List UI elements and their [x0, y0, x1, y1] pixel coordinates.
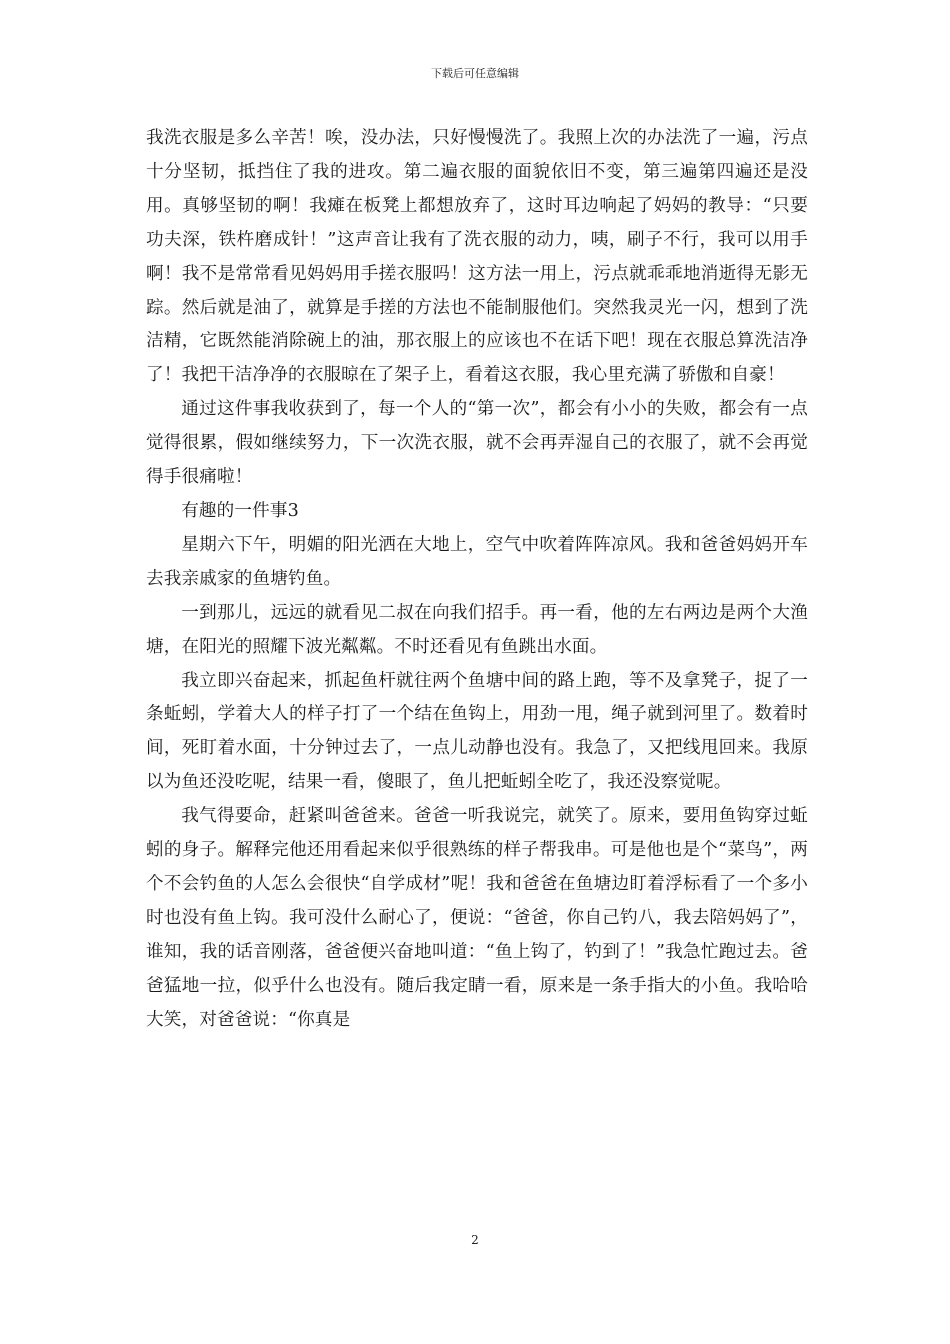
- section-title: 有趣的一件事3: [181, 500, 299, 521]
- document-body: [146, 122, 808, 1037]
- paragraph-intro: 星期六下午，明媚的阳光洒在大地上，空气中吹着阵阵凉风。我和爸爸妈妈开车去我亲戚家的鱼塘钓鱼。: [146, 534, 808, 589]
- paragraph-arrival: 一到那儿，远远的就看见二叔在向我们招手。再一看，他的左右两边是两个大渔塘，在阳光的照耀下波光粼粼。不时还看见有鱼跳出水面。: [146, 602, 808, 657]
- page-header: 下载后可任意编辑: [431, 67, 519, 80]
- paragraph-father-help: 我气得要命，赶紧叫爸爸来。爸爸一听我说完，就笑了。原来，要用鱼钩穿过蚯蚓的身子。解释完他还用看起来似乎很熟练的样子帮我串。可是他也是个“菜鸟”，两个不会钓鱼的人怎么会很快“自学成材”呢！我和爸爸在鱼塘边盯着浮标看了一个多小时也没有鱼上钩。我可没什么耐心了，便说：“爸爸，你自己钓八，我去陪妈妈了”，谁知，我的话音刚落，爸爸便兴奋地叫道：“鱼上钩了，钓到了！”我急忙跑过去。爸爸猛地一拉，似乎什么也没有。随后我定睛一看，原来是一条手指大的小鱼。我哈哈大笑，对爸爸说：“你真是: [146, 806, 808, 1030]
- page-number: 2: [471, 1233, 479, 1247]
- paragraph-first-try: 我立即兴奋起来，抓起鱼杆就往两个鱼塘中间的路上跑，等不及拿凳子，捉了一条蚯蚓，学着大人的样子打了一个结在鱼钩上，用劲一甩，绳子就到河里了。数着时间，死盯着水面，十分钟过去了，一点儿动静也没有。我急了，又把线甩回来。我原以为鱼还没吃呢，结果一看，傻眼了，鱼儿把蚯蚓全吃了，我还没察觉呢。: [146, 670, 808, 793]
- paragraph-conclusion: 通过这件事我收获到了，每一个人的“第一次”，都会有小小的失败，都会有一点觉得很累，假如继续努力，下一次洗衣服，就不会再弄湿自己的衣服了，就不会再觉得手很痛啦！: [146, 399, 808, 488]
- paragraph-continued: 我洗衣服是多么辛苦！唉，没办法，只好慢慢洗了。我照上次的办法洗了一遍，污点十分坚韧，抵挡住了我的进攻。第二遍衣服的面貌依旧不变，第三遍第四遍还是没用。真够坚韧的啊！我瘫在板凳上都想放弃了，这时耳边响起了妈妈的教导：“只要功夫深，铁杵磨成针！”这声音让我有了洗衣服的动力，咦，刷子不行，我可以用手啊！我不是常常看见妈妈用手搓衣服吗！这方法一用上，污点就乖乖地消逝得无影无踪。然后就是油了，就算是手搓的方法也不能制服他们。突然我灵光一闪，想到了洗洁精，它既然能消除碗上的油，那衣服上的应该也不在话下吧！现在衣服总算洗洁净了！我把干洁净净的衣服晾在了架子上，看着这衣服，我心里充满了骄傲和自豪！: [146, 128, 808, 386]
